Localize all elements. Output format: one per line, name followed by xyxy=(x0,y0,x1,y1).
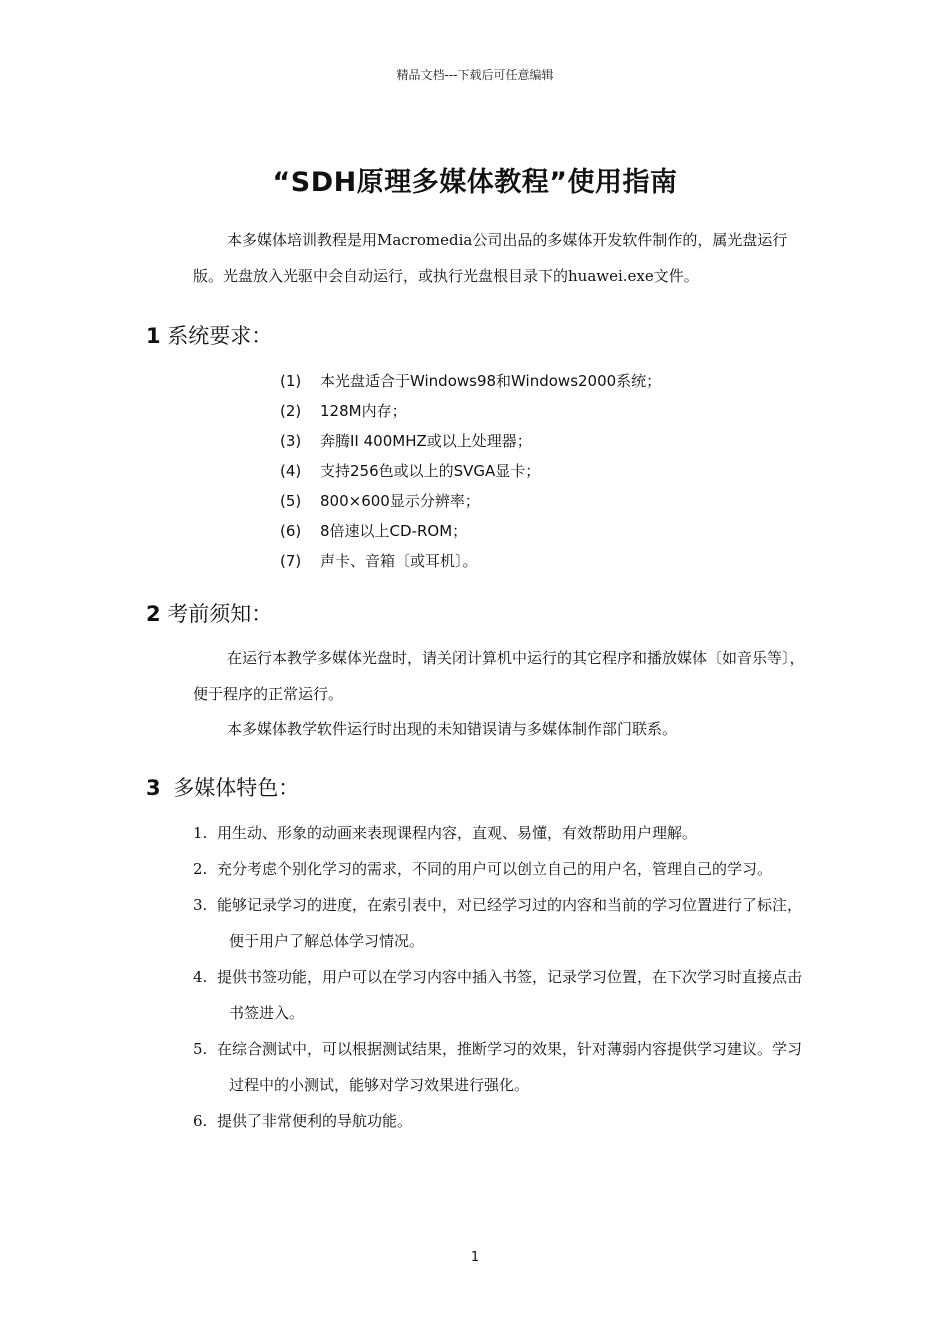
list-item xyxy=(280,456,661,486)
item-text: 提供了非常便利的导航功能。 xyxy=(217,1112,413,1130)
document-title: “SDH原理多媒体教程”使用指南 xyxy=(272,167,678,198)
item-number: (2) xyxy=(280,402,302,420)
item-number: 2. xyxy=(193,860,208,878)
features-list xyxy=(193,815,808,1139)
item-text: 支持256色或以上的SVGA显卡； xyxy=(320,462,541,480)
list-item xyxy=(280,486,661,516)
item-number: (6) xyxy=(280,522,302,540)
list-item xyxy=(280,366,661,396)
item-text: 本光盘适合于Windows98和Windows2000系统； xyxy=(320,372,662,390)
list-item xyxy=(193,959,808,1031)
notice-paragraph-2: 本多媒体教学软件运行时出现的未知错误请与多媒体制作部门联系。 xyxy=(227,720,678,738)
section-2-number: 2 xyxy=(146,602,161,626)
list-item xyxy=(193,1103,808,1139)
section-2-title: 考前须知： xyxy=(167,602,273,626)
item-text: 128M内存； xyxy=(320,402,407,420)
item-number: (5) xyxy=(280,492,302,510)
item-text: 提供书签功能，用户可以在学习内容中插入书签，记录学习位置，在下次学习时直接点击书签进入。 xyxy=(217,968,803,1022)
section-3-number: 3 xyxy=(146,776,161,800)
section-3-heading xyxy=(146,772,299,802)
item-text: 8倍速以上CD-ROM； xyxy=(320,522,468,540)
list-item xyxy=(193,1031,808,1103)
list-item xyxy=(193,887,808,959)
item-number: 6. xyxy=(193,1112,208,1130)
item-text: 800×600显示分辨率； xyxy=(320,492,480,510)
section-1-number: 1 xyxy=(146,324,161,348)
item-text: 用生动、形象的动画来表现课程内容，直观、易懂，有效帮助用户理解。 xyxy=(217,824,698,842)
item-number: (3) xyxy=(280,432,302,450)
item-number: (7) xyxy=(280,552,302,570)
section-1-heading xyxy=(146,320,272,350)
list-item xyxy=(193,851,808,887)
list-item xyxy=(280,516,661,546)
item-number: 1. xyxy=(193,824,208,842)
list-item xyxy=(280,546,661,576)
list-item xyxy=(193,815,808,851)
item-number: (1) xyxy=(280,372,302,390)
item-text: 充分考虑个别化学习的需求，不同的用户可以创立自己的用户名，管理自己的学习。 xyxy=(217,860,773,878)
section-2-heading xyxy=(146,598,272,628)
section-1-title: 系统要求： xyxy=(167,324,273,348)
item-number: 4. xyxy=(193,968,208,986)
item-number: 5. xyxy=(193,1040,208,1058)
item-number: (4) xyxy=(280,462,302,480)
item-text: 声卡、音箱〔或耳机〕。 xyxy=(320,552,478,570)
page-header: 精品文档---下载后可任意编辑 xyxy=(396,68,554,82)
page-number: 1 xyxy=(470,1250,480,1265)
item-text: 在综合测试中，可以根据测试结果，推断学习的效果，针对薄弱内容提供学习建议。学习过程中的小测试，能够对学习效果进行强化。 xyxy=(217,1040,803,1094)
notice-paragraph-1: 在运行本教学多媒体光盘时，请关闭计算机中运行的其它程序和播放媒体〔如音乐等〕，便于程序的正常运行。 xyxy=(193,649,805,703)
section-3-title: 多媒体特色： xyxy=(173,776,300,800)
list-item xyxy=(280,396,661,426)
item-number: 3. xyxy=(193,896,208,914)
intro-paragraph: 本多媒体培训教程是用Macromedia公司出品的多媒体开发软件制作的，属光盘运行版。光盘放入光驱中会自动运行，或执行光盘根目录下的huawei.exe文件。 xyxy=(193,231,788,285)
item-text: 奔腾II 400MHZ或以上处理器； xyxy=(320,432,532,450)
item-text: 能够记录学习的进度，在索引表中，对已经学习过的内容和当前的学习位置进行了标注，便于用户了解总体学习情况。 xyxy=(217,896,803,950)
system-requirements-list xyxy=(280,366,661,576)
list-item xyxy=(280,426,661,456)
